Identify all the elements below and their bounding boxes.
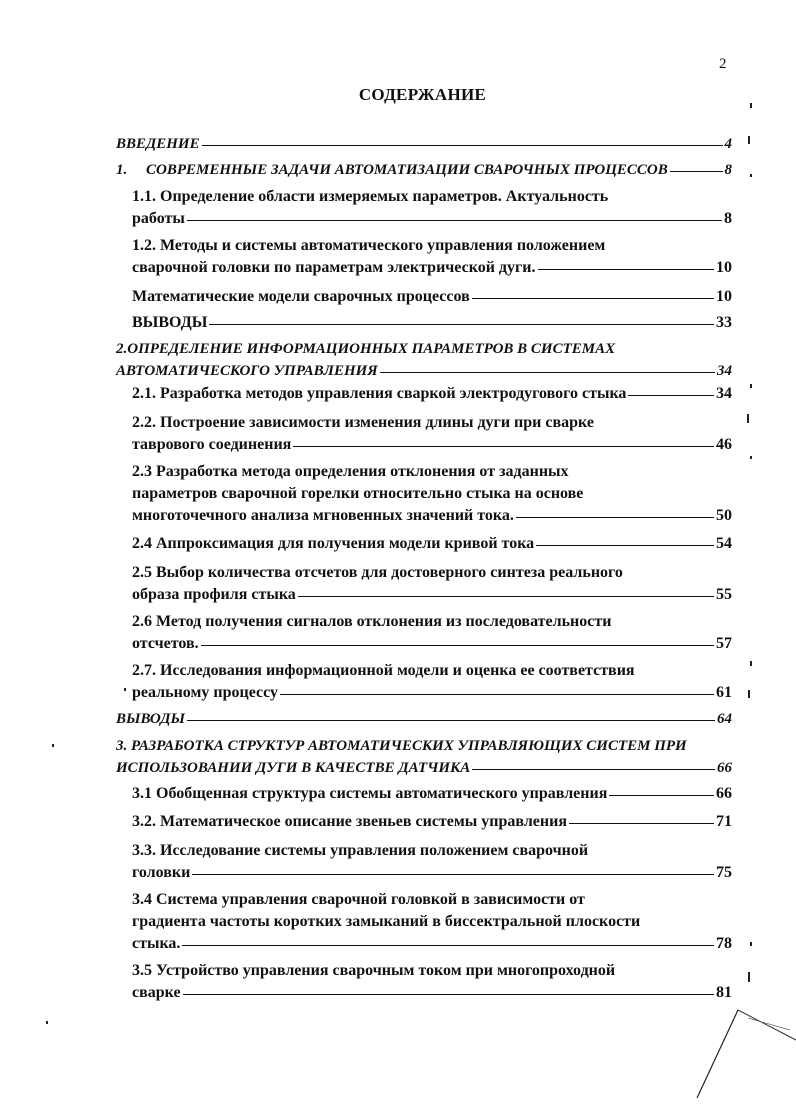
entry-title: многоточечного анализа мгновенных значений тока. [132, 507, 514, 524]
pen-stroke [748, 1018, 790, 1030]
entry-page: 10 [716, 259, 732, 276]
entry-page: 8 [724, 162, 732, 178]
entry-page: 54 [716, 535, 732, 552]
entry-page: 71 [716, 813, 732, 830]
entry-line: 2.3 Разработка метода определения отклонения от заданных [132, 463, 569, 480]
entry-page: 33 [716, 314, 732, 331]
entry-page: 46 [716, 436, 732, 453]
entry-title: таврового соединения [132, 436, 292, 453]
pen-stroke [738, 1010, 796, 1040]
entry-line: 2.ОПРЕДЕЛЕНИЕ ИНФОРМАЦИОННЫХ ПАРАМЕТРОВ В СИСТЕМАХ [116, 341, 616, 357]
entry-line: 2.5 Выбор количества отсчетов для достоверного синтеза реального [132, 564, 623, 581]
entry-line: 1.2. Методы и системы автоматического управления положением [132, 237, 606, 254]
entry-title: 3.1 Обобщенная структура системы автоматического управления [132, 785, 608, 802]
page-title: СОДЕРЖАНИЕ [358, 85, 487, 104]
entry-page: 10 [716, 288, 732, 305]
entry-line: параметров сварочной горелки относительно стыка на основе [132, 485, 584, 502]
entry-page: 55 [716, 586, 732, 603]
entry-page: 64 [717, 711, 732, 727]
entry-title: ИСПОЛЬЗОВАНИИ ДУГИ В КАЧЕСТВЕ ДАТЧИКА [116, 760, 471, 776]
entry-title: 1. СОВРЕМЕННЫЕ ЗАДАЧИ АВТОМАТИЗАЦИИ СВАРОЧНЫХ ПРОЦЕССОВ [116, 162, 668, 178]
entry-line: 2.7. Исследования информационной модели и оценка ее соответствия [132, 662, 635, 679]
entry-line: 3.3. Исследование системы управления положением сварочной [132, 842, 589, 859]
pen-stroke [697, 1010, 738, 1098]
entry-line: 3.4 Система управления сварочной головкой в зависимости от [132, 891, 585, 908]
entry-title: 3.2. Математическое описание звеньев системы управления [132, 813, 567, 830]
entry-page: 61 [716, 684, 732, 701]
entry-page: 66 [716, 785, 732, 802]
entry-title: отсчетов. [132, 635, 199, 652]
entry-title: 2.4 Аппроксимация для получения модели кривой тока [132, 535, 535, 552]
entry-page: 57 [716, 635, 732, 652]
entry-page: 75 [716, 864, 732, 881]
entry-line: 3.5 Устройство управления сварочным током при многопроходной [132, 962, 616, 979]
entry-line: 3. РАЗРАБОТКА СТРУКТУР АВТОМАТИЧЕСКИХ УПРАВЛЯЮЩИХ СИСТЕМ ПРИ [116, 738, 687, 754]
entry-page: 4 [724, 136, 732, 152]
entry-title: головки [132, 864, 191, 881]
entry-line: 2.2. Построение зависимости изменения длины дуги при сварке [132, 414, 594, 431]
entry-page: 66 [717, 760, 732, 776]
entry-title: образа профиля стыка [132, 586, 296, 603]
entry-title: ВЫВОДЫ [116, 711, 186, 727]
page-number: 2 [719, 56, 727, 72]
entry-title: 2.1. Разработка методов управления сваркой электродугового стыка [132, 385, 627, 402]
entry-title: ВВЕДЕНИЕ [116, 136, 200, 152]
entry-page: 34 [716, 385, 732, 402]
entry-page: 81 [716, 984, 732, 1001]
entry-page: 34 [717, 363, 732, 379]
entry-page: 8 [724, 210, 732, 227]
entry-page: 50 [716, 507, 732, 524]
entry-title: работы [132, 210, 185, 227]
entry-line: 1.1. Определение области измеряемых параметров. Актуальность [132, 188, 609, 205]
entry-title: стыка. [132, 935, 181, 952]
entry-title: сварке [132, 984, 181, 1001]
entry-title: реальному процессу [132, 684, 279, 701]
entry-title: АВТОМАТИЧЕСКОГО УПРАВЛЕНИЯ [116, 363, 378, 379]
entry-line: градиента частоты коротких замыканий в биссектральной плоскости [132, 913, 641, 930]
entry-title: Математические модели сварочных процессов [132, 288, 470, 305]
entry-title: сварочной головки по параметрам электрической дуги. [132, 259, 536, 276]
entry-line: 2.6 Метод получения сигналов отклонения из последовательности [132, 613, 612, 630]
entry-title: ВЫВОДЫ [132, 314, 208, 331]
entry-page: 78 [716, 935, 732, 952]
